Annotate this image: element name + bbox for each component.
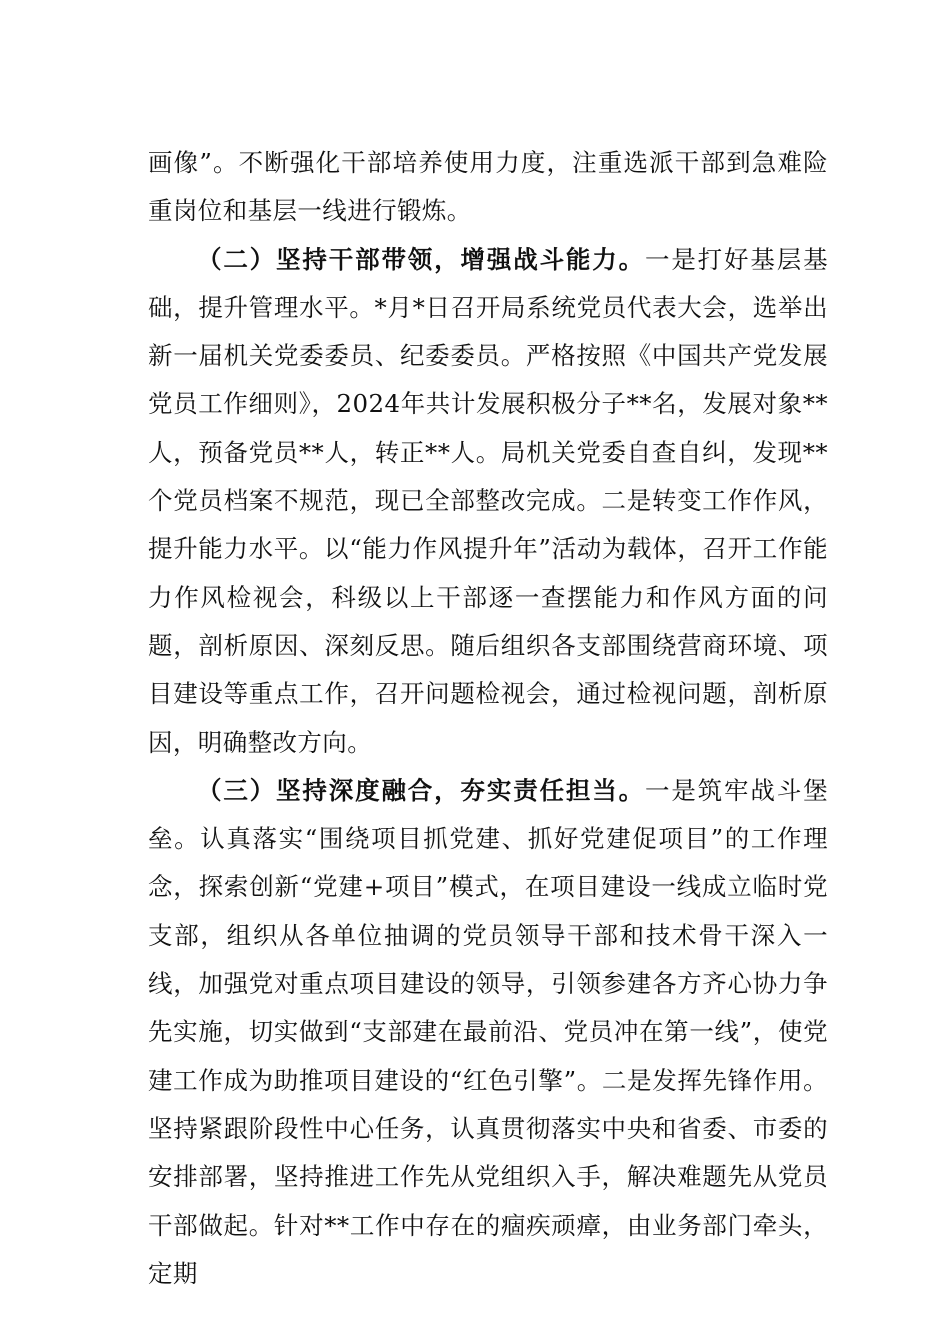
paragraph-section-three <box>148 767 828 1298</box>
paragraph-continuation <box>148 139 828 236</box>
document-body <box>148 139 828 1298</box>
section-heading: （三）坚持深度融合，夯实责任担当。 <box>197 775 645 805</box>
paragraph-text: 一是筑牢战斗堡垒。认真落实“围绕项目抓党建、抓好党建促项目”的工作理念，探索创新“党建+项目”模式，在项目建设一线成立临时党支部，组织从各单位抽调的党员领导干部和技术骨干深入一线，加强党对重点项目建设的领导，引领参建各方齐心协力争先实施，切实做到“支部建在最前沿、党员冲在第一线”，使党建工作成为助推项目建设的“红色引擎”。二是发挥先锋作用。坚持紧跟阶段性中心任务，认真贯彻落实中央和省委、市委的安排部署，坚持推进工作先从党组织入手，解决难题先从党员干部做起。针对**工作中存在的痼疾顽瘴，由业务部门牵头，定期 <box>148 775 828 1288</box>
section-heading: （二）坚持干部带领，增强战斗能力。 <box>197 244 645 274</box>
paragraph-section-two <box>148 236 828 767</box>
paragraph-text: 画像”。不断强化干部培养使用力度，注重选派干部到急难险重岗位和基层一线进行锻炼。 <box>148 148 828 226</box>
paragraph-text: 一是打好基层基础，提升管理水平。*月*日召开局系统党员代表大会，选举出新一届机关党委委员、纪委委员。严格按照《中国共产党发展党员工作细则》，2024年共计发展积极分子**名，发展对象**人，预备党员**人，转正**人。局机关党委自查自纠，发现**个党员档案不规范，现已全部整改完成。二是转变工作作风，提升能力水平。以“能力作风提升年”活动为载体，召开工作能力作风检视会，科级以上干部逐一查摆能力和作风方面的问题，剖析原因、深刻反思。随后组织各支部围绕营商环境、项目建设等重点工作，召开问题检视会，通过检视问题，剖析原因，明确整改方向。 <box>148 244 828 757</box>
